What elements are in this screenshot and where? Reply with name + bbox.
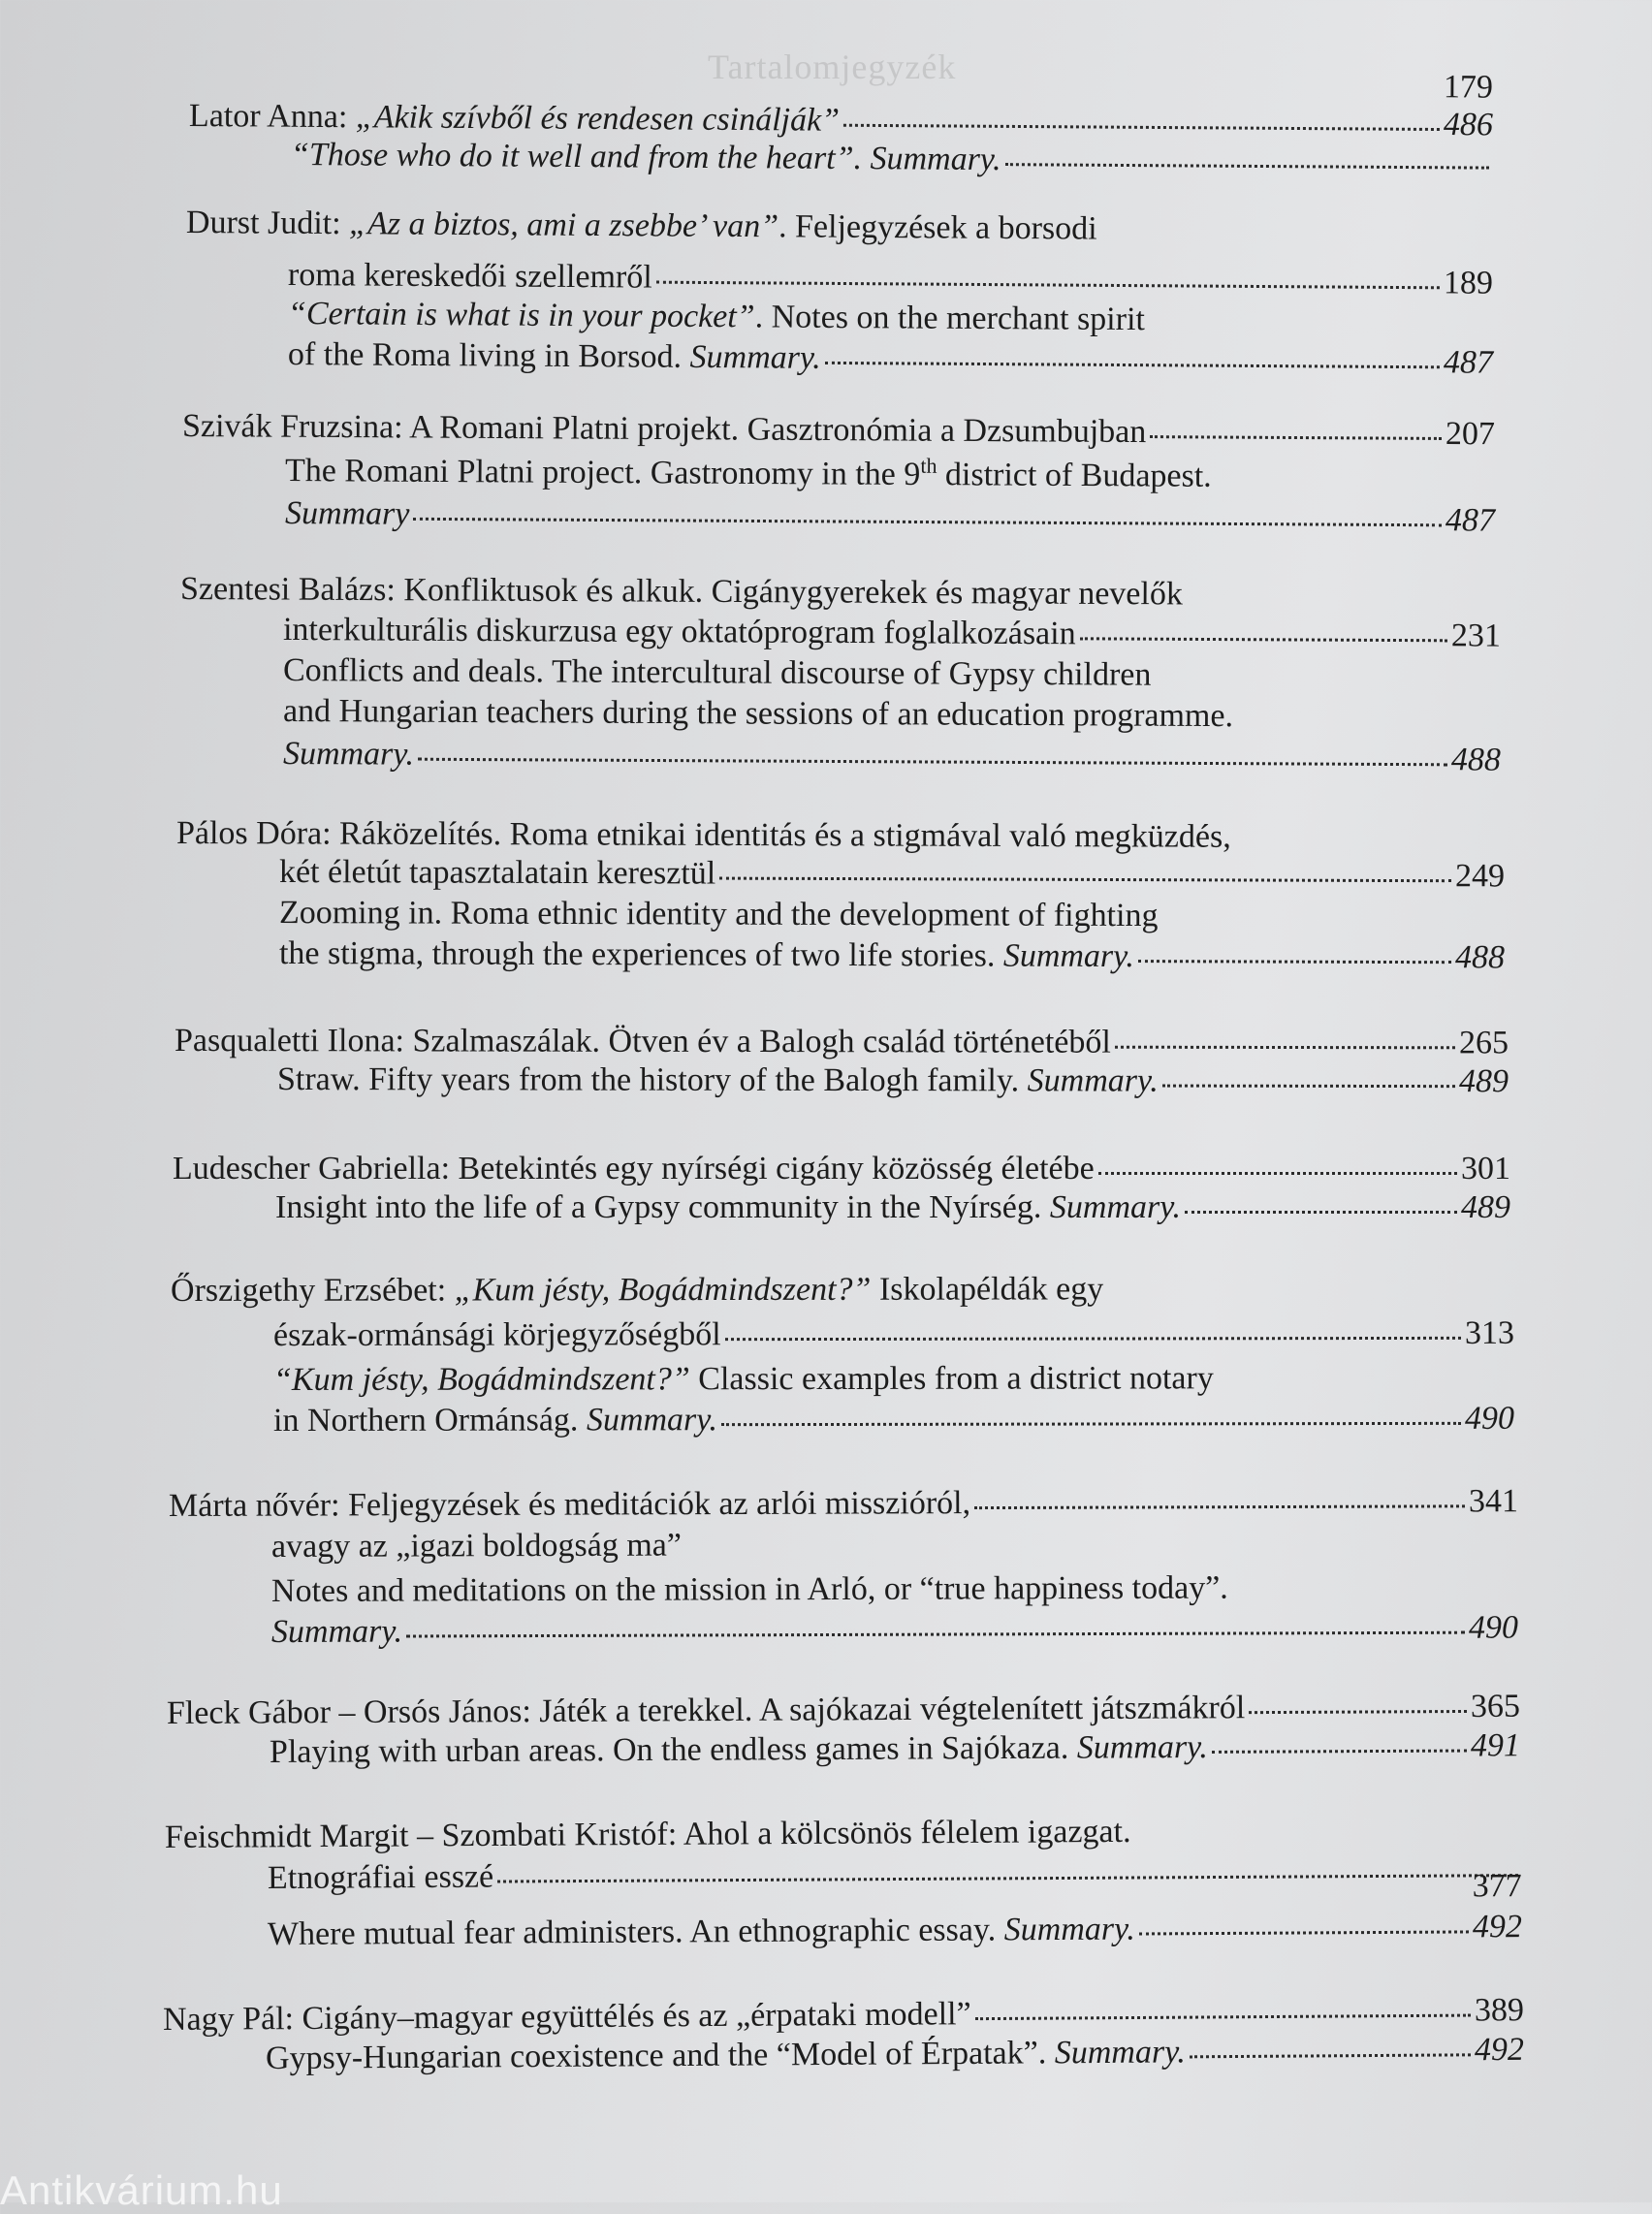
italic-text-segment: Summary. (1049, 1189, 1181, 1225)
toc-entry-line (279, 894, 1505, 936)
toc-entry-line (285, 494, 1495, 541)
toc-text (171, 1270, 1103, 1311)
page-number: 489 (1458, 1063, 1509, 1100)
italic-text-segment: “Those who do it well and from the heart”. Summary. (290, 137, 1001, 178)
italic-text-segment: Summary. (1054, 2034, 1186, 2072)
text-segment: Iskolapéldák egy (871, 1271, 1104, 1308)
toc-text (175, 1022, 1111, 1062)
toc-text (283, 735, 414, 775)
dot-leader (974, 1989, 1471, 2021)
text-segment: . Notes on the merchant spirit (754, 299, 1146, 338)
italic-text-segment: Summary. (586, 1402, 718, 1439)
text-segment: in Northern Ormánság. (272, 1402, 587, 1439)
text-segment: Notes and meditations on the mission in Arló, or “true happiness today”. (270, 1569, 1228, 1609)
toc-text (270, 1728, 1208, 1772)
bleed-through-heading: Tartalomjegyzék (708, 47, 957, 86)
page-number: 488 (1454, 939, 1506, 976)
toc-entry-line (285, 452, 1495, 498)
text-segment: Szivák Fruzsina: A Romani Platni projekt. Gasztronómia a Dzsumbujban (181, 408, 1147, 451)
toc-text (271, 1613, 402, 1652)
text-segment: interkulturális diskurzusa egy oktatóprogram foglalkozásain (282, 612, 1076, 652)
dot-leader (406, 1606, 1465, 1638)
text-segment: Where mutual fear administers. An ethnographic essay. (267, 1912, 1004, 1952)
page-number: 486 (1443, 107, 1494, 143)
text-segment: Classic examples from a district notary (689, 1360, 1214, 1398)
toc-text (288, 256, 652, 298)
toc-entry-line (266, 2031, 1524, 2078)
toc-entry-line (273, 1400, 1514, 1440)
text-segment: Gypsy-Hungarian coexistence and the “Model of Érpatak”. (265, 2035, 1055, 2076)
dot-leader (1098, 1147, 1457, 1175)
toc-entry-line (288, 335, 1493, 383)
text-segment: avagy az „igazi boldogság ma” (270, 1527, 682, 1565)
text-segment: Szentesi Balázs: Konfliktusok és alkuk. Cigánygyerekek és magyar nevelők (179, 571, 1183, 613)
text-segment: Insight into the life of a Gypsy community in the Nyírség. (275, 1189, 1050, 1225)
toc-entry-line (270, 1726, 1520, 1772)
dot-leader (719, 852, 1451, 883)
text-segment: Durst Judit: (185, 205, 350, 242)
toc-text (189, 97, 840, 141)
text-segment: Pasqualetti Ilona: Szalmaszálak. Ötven év a Balogh család történetéből (174, 1023, 1111, 1060)
page-number: 207 (1445, 415, 1496, 453)
text-segment: Nagy Pál: Cigány–magyar együttélés és az „érpataki modell” (162, 1996, 971, 2038)
page-number: 265 (1458, 1025, 1509, 1061)
toc-text (279, 894, 1159, 935)
dot-leader (1005, 138, 1490, 169)
toc-text (165, 1813, 1131, 1857)
toc-entry-line (271, 1609, 1518, 1652)
toc-entry-line (268, 1851, 1522, 1898)
dot-leader (1162, 1060, 1455, 1089)
dot-leader (1249, 1685, 1467, 1714)
toc-text (273, 1315, 721, 1355)
toc-text (291, 136, 1001, 179)
dot-leader (497, 1849, 1518, 1882)
italic-text-segment: „Akik szívből és rendesen csinálják” (355, 99, 841, 139)
page-number: 249 (1454, 858, 1506, 895)
toc-entry-title-line (175, 1022, 1509, 1062)
dot-leader (656, 256, 1440, 290)
dot-leader (413, 492, 1442, 526)
dot-leader (974, 1479, 1465, 1509)
toc-entry-title-line (171, 1270, 1514, 1311)
toc-text (285, 494, 410, 534)
italic-text-segment: Summary. (1027, 1062, 1159, 1099)
page-number: 487 (1443, 344, 1494, 381)
toc-text (288, 295, 1145, 339)
toc-entry-line (279, 853, 1505, 896)
toc-entry-line (277, 1060, 1509, 1101)
toc-text (273, 1401, 717, 1440)
page-number: 489 (1461, 1189, 1510, 1225)
dot-leader (1080, 612, 1447, 642)
dot-leader (1138, 934, 1451, 964)
toc-text (283, 651, 1152, 695)
text-segment: The Romani Platni project. Gastronomy in the 9 (284, 453, 921, 493)
dot-leader (1115, 1021, 1455, 1050)
toc-entry-line (283, 611, 1501, 656)
toc-text (277, 1060, 1159, 1101)
text-segment: Zooming in. Roma ethnic identity and the development of fighting (278, 895, 1159, 934)
italic-text-segment: Summary. (282, 736, 415, 773)
toc-entry-title-line (169, 1482, 1518, 1526)
text-segment: Etnográfiai esszé (267, 1858, 494, 1896)
toc-entry-line (275, 1188, 1510, 1227)
watermark: Antikvárium.hu (0, 2167, 283, 2213)
text-segment: the stigma, through the experiences of two life stories. (278, 935, 1003, 974)
dot-leader (1185, 1186, 1457, 1214)
text-segment: . Feljegyzések a borsodi (778, 208, 1097, 247)
page-number: 377 (1472, 1868, 1522, 1905)
toc-entry-line (273, 1314, 1514, 1355)
toc-entry-title-line (173, 1150, 1510, 1188)
toc-entry-line (283, 735, 1501, 780)
dot-leader (1139, 1905, 1469, 1935)
toc-entry-line (271, 1568, 1518, 1611)
italic-text-segment: Summary. (1002, 937, 1134, 975)
dot-leader (418, 733, 1447, 767)
toc-text (180, 570, 1183, 614)
page-number: 389 (1474, 1992, 1525, 2029)
page-number: 231 (1450, 617, 1502, 654)
text-segment: Straw. Fifty years from the history of the Balogh family. (276, 1061, 1028, 1099)
italic-text-segment: Summary (284, 495, 410, 532)
text-segment: of the Roma living in Borsod. (287, 336, 690, 375)
text-segment: and Hungarian teachers during the sessions of an education programme. (282, 693, 1234, 735)
text-segment: Pálos Dóra: Ráközelítés. Roma etnikai identitás és a stigmával való megküzdés, (175, 815, 1231, 855)
toc-text (283, 692, 1233, 736)
text-segment: Lator Anna: (188, 98, 356, 136)
toc-entry-title-line (180, 570, 1501, 616)
toc-text (182, 407, 1147, 452)
toc-text (266, 2033, 1186, 2078)
toc-text (173, 1150, 1095, 1188)
page-number: 492 (1472, 1909, 1523, 1945)
toc-entry-line (279, 934, 1505, 977)
dot-leader (1150, 410, 1442, 440)
toc-text (273, 1359, 1214, 1400)
italic-text-segment: „Kum jésty, Bogádmindszent?” (454, 1271, 872, 1309)
toc-entry-title-line (182, 407, 1495, 454)
page-number: 179 (1443, 69, 1494, 106)
toc-text (176, 814, 1231, 857)
page-number: 365 (1470, 1688, 1521, 1724)
toc-entry-line (288, 295, 1493, 342)
italic-text-segment: Summary. (1076, 1728, 1208, 1766)
toc-entry-line (283, 692, 1501, 738)
page-number: 490 (1464, 1400, 1515, 1437)
page-number: 491 (1470, 1727, 1521, 1764)
toc-text (186, 204, 1097, 249)
page-number: 341 (1468, 1483, 1519, 1520)
text-segment: th (920, 453, 937, 478)
toc-text (268, 1911, 1135, 1954)
toc-text (167, 1689, 1245, 1733)
page-number: 490 (1468, 1609, 1519, 1646)
italic-text-segment: Summary. (270, 1613, 403, 1650)
toc-entry-line (283, 651, 1501, 697)
text-segment: Conflicts and deals. The intercultural discourse of Gypsy children (282, 652, 1152, 693)
text-segment: Márta nővér: Feljegyzések és meditációk az arlói misszióról, (168, 1485, 971, 1524)
dot-leader (825, 336, 1441, 368)
toc-text (288, 335, 821, 378)
toc-text (271, 1527, 682, 1566)
italic-text-segment: Summary. (1003, 1911, 1135, 1948)
text-segment: Ludescher Gabriella: Betekintés egy nyírségi cigány közösség életébe (173, 1151, 1095, 1186)
toc-text (279, 934, 1134, 976)
italic-text-segment: Summary. (689, 338, 821, 376)
page-number: 301 (1461, 1151, 1510, 1186)
toc-text (271, 1569, 1228, 1611)
toc-entry-title-line (186, 204, 1493, 251)
toc-text (283, 611, 1076, 653)
toc-text (169, 1484, 970, 1526)
text-segment: district of Budapest. (937, 457, 1212, 494)
toc-text (163, 1995, 971, 2040)
text-segment: Őrszigethy Erzsébet: (170, 1272, 455, 1309)
italic-text-segment: “Kum jésty, Bogádmindszent?” (272, 1361, 690, 1398)
text-segment: észak-ormánsági körjegyzőségből (272, 1316, 721, 1353)
toc-text (279, 853, 715, 894)
dot-leader (1212, 1724, 1467, 1754)
dot-leader (843, 99, 1440, 131)
text-segment: Playing with urban areas. On the endless games in Sajókaza. (269, 1729, 1077, 1770)
dot-leader (1190, 2028, 1471, 2058)
page-number: 492 (1474, 2031, 1525, 2069)
dot-leader (721, 1397, 1461, 1426)
text-segment: két életút tapasztalatain keresztül (278, 854, 716, 892)
page-number: 488 (1450, 742, 1502, 778)
text-segment: Fleck Gábor – Orsós János: Játék a terekkel. A sajókazai végtelenített játszmákról (166, 1690, 1246, 1731)
toc-text (285, 452, 1212, 496)
page-number: 189 (1443, 265, 1494, 301)
italic-text-segment: “Certain is what is in your pocket” (287, 296, 755, 335)
toc-text (268, 1858, 493, 1898)
page-number: 313 (1464, 1314, 1515, 1351)
text-segment: Feischmidt Margit – Szombati Kristóf: Ahol a kölcsönös félelem igazgat. (164, 1813, 1131, 1855)
text-segment: roma kereskedői szellemről (287, 257, 652, 296)
page-number: 487 (1445, 502, 1496, 539)
toc-text (275, 1188, 1181, 1227)
toc-entry-line (273, 1359, 1514, 1400)
toc-entry-line (271, 1524, 1518, 1566)
toc-entry-line (291, 136, 1493, 183)
italic-text-segment: „Az a biztos, ami a zsebbe’ van” (348, 206, 779, 245)
dot-leader (725, 1312, 1461, 1341)
